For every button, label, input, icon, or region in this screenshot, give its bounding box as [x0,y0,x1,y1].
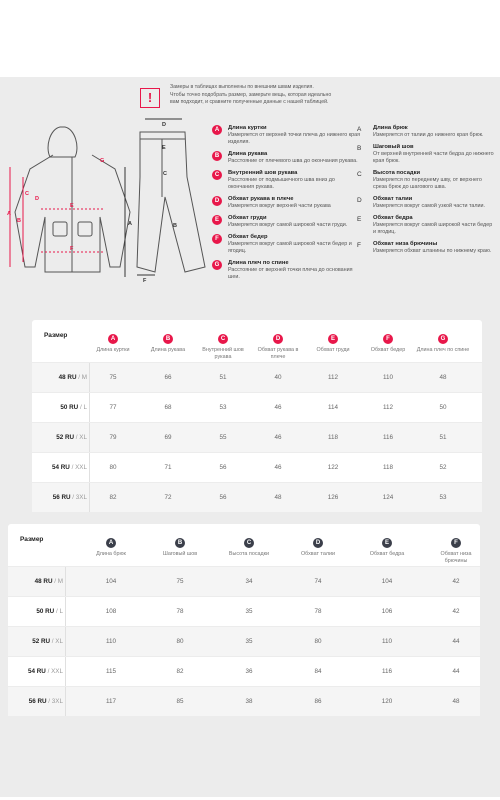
legend-item [212,151,362,165]
table-row [32,392,482,422]
table-cell: 86 [314,698,322,705]
table-cell: 110 [381,638,393,645]
table-cell: 48 [439,374,447,381]
legend-item [212,215,362,229]
legend-item [357,215,495,236]
svg-text:D: D [162,122,166,128]
legend-item [357,125,495,139]
table-cell: 84 [314,668,322,675]
table-cell: 42 [452,578,460,585]
column-label: Длина рукава [150,347,186,353]
row-size-label [32,434,87,441]
notice-line: Замеры в таблицах выполнены по внешним швам изделия. [170,84,314,90]
table-row [8,686,480,716]
legend-title: Длина куртки [228,125,267,131]
table-cell: 118 [327,434,339,441]
column-letter-badge: E [328,334,338,344]
column-label: Обхват талии [300,551,336,557]
svg-text:B: B [17,218,21,224]
table-cell: 122 [327,464,339,471]
legend-description: Расстояние от верхней точки плеча до основания шеи. [228,267,353,280]
table-cell: 77 [109,404,117,411]
legend-description: Измеряется от верхней точки плеча до нижнего края изделия. [228,132,360,145]
column-letter-badge: D [273,334,283,344]
column-header [291,531,345,558]
size-intl: / L [79,404,87,411]
pants-sketch [137,119,205,275]
table-row [32,362,482,392]
table-cell: 56 [219,494,227,501]
legend-letter-badge: F [357,242,361,249]
row-size-label [32,464,87,471]
jacket-size-table [32,320,482,512]
notice-text [170,84,385,107]
size-ru: 48 RU [58,374,77,381]
size-ru: 56 RU [52,494,71,501]
table-cell: 35 [245,608,253,615]
column-header [84,531,138,558]
pants-legend [357,125,495,260]
column-letter-badge: G [438,334,448,344]
legend-title: Обхват талии [373,196,413,202]
size-intl: / M [78,374,87,381]
legend-letter-badge: D [357,197,362,204]
column-label: Обхват груди [316,347,350,353]
size-column-header: Размер [44,332,68,339]
column-letter-badge: F [383,334,393,344]
table-cell: 110 [382,374,394,381]
table-cell: 126 [327,494,339,501]
column-header [429,531,483,564]
row-size-label [8,698,63,705]
legend-item [212,260,362,281]
table-cell: 75 [176,578,184,585]
notice-line: вам подходит, и сравните полученные данные с нашей таблицей. [170,99,329,105]
legend-title: Обхват груди [228,215,267,221]
svg-text:B: B [173,223,177,229]
svg-text:G: G [100,158,105,164]
column-header [222,531,276,558]
legend-title: Обхват бедра [373,215,413,221]
column-letter-badge: F [451,538,461,548]
table-cell: 69 [164,434,172,441]
table-cell: 56 [219,464,227,471]
table-cell: 85 [176,698,184,705]
table-cell: 52 [439,464,447,471]
table-cell: 112 [327,374,339,381]
table-row [8,596,480,626]
legend-description: Измеряется от талии до нижнего края брюк. [373,132,484,138]
table-cell: 78 [314,608,322,615]
row-separator [65,567,66,596]
legend-description: Измеряется обхват штанины по нижнему краю. [373,248,492,254]
table-cell: 118 [382,464,394,471]
legend-letter-badge: B [212,151,222,161]
table-cell: 116 [381,668,393,675]
row-size-label [32,374,87,381]
legend-letter-badge: G [212,260,222,270]
table-cell: 115 [105,668,117,675]
legend-title: Обхват низа брючины [373,241,438,247]
column-label: Обхват рукава в плече [257,347,299,360]
column-letter-badge: B [175,538,185,548]
column-letter-badge: C [244,538,254,548]
size-ru: 52 RU [32,638,51,645]
table-cell: 71 [164,464,172,471]
table-cell: 53 [439,494,447,501]
table-cell: 104 [381,578,393,585]
column-letter-badge: B [163,334,173,344]
notice-line: Чтобы точно подобрать размер, замерьте вещь, которая идеально [170,91,332,98]
legend-item [357,196,495,210]
size-intl: / M [54,578,63,585]
row-size-label [32,494,87,501]
column-label: Длина плеч по спине [416,347,470,353]
svg-text:E: E [162,145,166,151]
svg-text:C: C [25,191,29,197]
row-separator [65,597,66,626]
size-intl: / 3XL [48,698,63,705]
legend-item [212,234,362,255]
table-cell: 35 [245,638,253,645]
legend-letter-badge: B [357,145,362,152]
table-cell: 44 [452,668,460,675]
table-cell: 44 [452,638,460,645]
row-size-label [8,668,63,675]
table-cell: 38 [245,698,253,705]
table-cell: 120 [381,698,393,705]
table-cell: 53 [219,404,227,411]
row-separator [65,627,66,656]
table-cell: 46 [274,464,282,471]
table-cell: 48 [274,494,282,501]
column-label: Внутренний шов рукава [202,347,244,360]
legend-description: Измеряется по переднему шву, от верхнего среза брюк до шагового шва. [373,177,482,190]
table-cell: 46 [274,404,282,411]
column-label: Обхват низа брючины [440,551,472,564]
diagram-letters [7,122,177,284]
table-cell: 82 [176,668,184,675]
table-cell: 108 [105,608,117,615]
column-letter-badge: D [313,538,323,548]
table-cell: 46 [274,434,282,441]
row-size-label [32,404,87,411]
legend-item [357,241,495,255]
legend-item [212,170,362,191]
table-cell: 51 [439,434,447,441]
size-ru: 50 RU [60,404,79,411]
table-cell: 112 [382,404,394,411]
table-cell: 116 [382,434,394,441]
legend-letter-badge: C [212,170,222,180]
table-header [8,524,480,566]
pants-size-table [8,524,480,716]
svg-text:A: A [128,221,132,227]
table-cell: 42 [452,608,460,615]
table-cell: 124 [382,494,394,501]
legend-letter-badge: E [357,216,362,223]
legend-letter-badge: E [212,215,222,225]
legend-title: Длина плеч по спине [228,260,289,266]
table-cell: 106 [381,608,393,615]
legend-letter-badge: F [212,234,222,244]
size-guide-sheet [0,77,500,797]
legend-description: Измеряется вокруг верхней части рукава [228,203,331,209]
column-header [86,327,140,354]
svg-text:C: C [163,171,167,177]
column-letter-badge: C [218,334,228,344]
size-ru: 52 RU [56,434,75,441]
table-cell: 68 [164,404,172,411]
legend-title: Обхват бедер [228,234,268,240]
table-row [32,422,482,452]
jacket-sketch [10,127,130,277]
legend-description: Измеряется вокруг самой узкой части талии. [373,203,486,209]
legend-letter-badge: D [212,196,222,206]
size-intl: / XXL [47,668,63,675]
column-label: Шаговый шов [162,551,198,557]
table-cell: 55 [219,434,227,441]
column-header [360,531,414,558]
svg-text:F: F [70,246,74,252]
row-separator [65,687,66,716]
table-cell: 75 [109,374,117,381]
column-header [416,327,470,354]
legend-title: Внутренний шов рукава [228,170,298,176]
table-cell: 117 [105,698,117,705]
column-header [153,531,207,558]
row-size-label [8,608,63,615]
table-cell: 82 [109,494,117,501]
legend-item [212,196,362,210]
table-cell: 50 [439,404,447,411]
svg-text:A: A [7,211,11,217]
column-letter-badge: A [108,334,118,344]
table-cell: 114 [327,404,339,411]
size-intl: / XL [75,434,87,441]
size-intl: / XL [51,638,63,645]
table-cell: 48 [452,698,460,705]
table-cell: 80 [176,638,184,645]
jacket-legend [212,125,362,286]
size-ru: 50 RU [36,608,55,615]
table-cell: 66 [164,374,172,381]
table-cell: 34 [245,578,253,585]
table-cell: 51 [219,374,227,381]
size-intl: / L [55,608,63,615]
table-cell: 36 [245,668,253,675]
legend-title: Высота посадки [373,170,421,176]
column-letter-badge: E [382,538,392,548]
legend-letter-badge: A [212,125,222,135]
warning-icon: ! [140,88,160,108]
legend-description: От верхней внутренней части бедра до нижнего края брюк. [373,151,494,164]
size-intl: / XXL [71,464,87,471]
size-ru: 56 RU [28,698,47,705]
size-ru: 48 RU [34,578,53,585]
legend-description: Расстояние от плечевого шва до окончания рукава. [228,158,358,164]
table-cell: 80 [314,638,322,645]
legend-item [357,144,495,165]
legend-title: Длина рукава [228,151,268,157]
legend-letter-badge: C [357,171,362,178]
column-label: Длина куртки [96,347,130,353]
table-cell: 104 [105,578,117,585]
size-column-header: Размер [20,536,44,543]
table-cell: 79 [109,434,117,441]
column-header [251,327,305,360]
legend-description: Расстояние от подмышечного шва вниз до окончания рукава. [228,177,335,190]
row-size-label [8,578,63,585]
table-cell: 80 [109,464,117,471]
column-label: Обхват бедра [369,551,405,557]
legend-letter-badge: A [357,126,362,133]
column-header [306,327,360,354]
table-row [8,656,480,686]
size-ru: 54 RU [27,668,46,675]
column-header [196,327,250,360]
svg-text:D: D [35,196,39,202]
table-cell: 74 [314,578,322,585]
column-label: Обхват бедер [370,347,406,353]
table-header [32,320,482,362]
legend-item [212,125,362,146]
measurement-notice [140,84,380,114]
legend-title: Длина брюк [373,125,408,131]
legend-description: Измеряется вокруг самой широкой части груди. [228,222,348,228]
table-cell: 72 [164,494,172,501]
table-row [32,482,482,512]
column-label: Высота посадки [228,551,270,557]
column-header [141,327,195,354]
column-label: Длина брюк [96,551,126,557]
table-row [8,566,480,596]
column-header [361,327,415,354]
row-separator [65,657,66,686]
legend-description: Измеряется вокруг самой широкой части бедер и ягодиц. [228,241,352,254]
table-row [32,452,482,482]
table-row [8,626,480,656]
size-intl: / 3XL [72,494,87,501]
table-cell: 40 [274,374,282,381]
table-cell: 110 [105,638,117,645]
legend-item [357,170,495,191]
size-ru: 54 RU [51,464,70,471]
table-cell: 78 [176,608,184,615]
legend-description: Измеряется вокруг самой широкой части бедер и ягодиц. [373,222,493,235]
column-letter-badge: A [106,538,116,548]
svg-text:F: F [143,278,147,284]
legend-title: Обхват рукава в плече [228,196,294,202]
legend-title: Шаговый шов [373,144,414,150]
row-size-label [8,638,63,645]
garment-diagram [5,117,210,287]
svg-text:E: E [70,203,74,209]
